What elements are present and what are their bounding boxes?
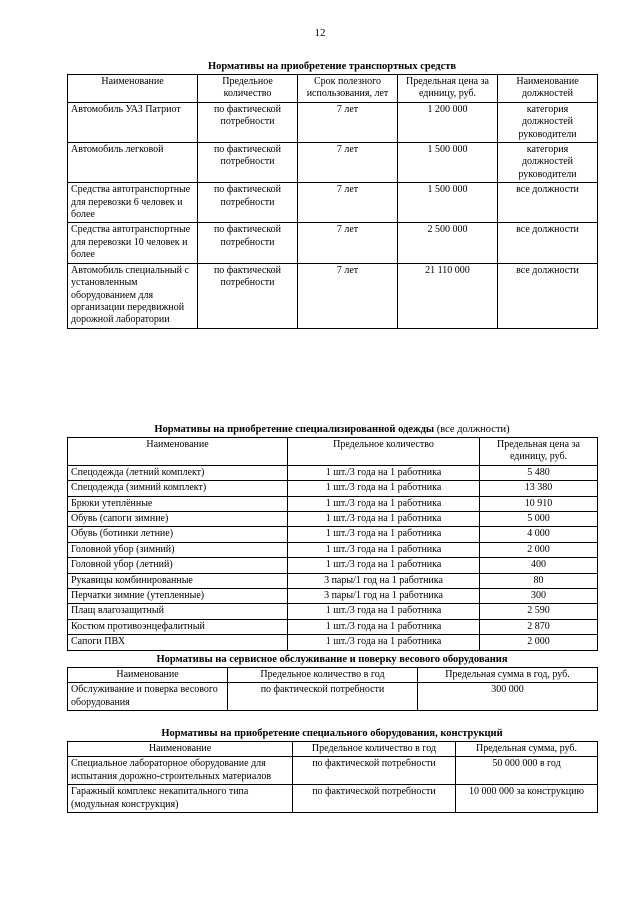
transport-table xyxy=(67,74,598,329)
table-cell: Костюм противоэнцефалитный xyxy=(68,619,288,634)
equipment-title: Нормативы на приобретение специального оборудования, конструкций xyxy=(161,728,503,739)
table-row xyxy=(68,183,598,223)
equipment-section xyxy=(67,727,597,813)
column-header: Наименование xyxy=(68,668,228,683)
table-cell: Спецодежда (летний комплект) xyxy=(68,465,288,480)
table-cell: Обслуживание и поверка весового оборудования xyxy=(68,683,228,711)
page-number: 12 xyxy=(314,27,326,39)
table-cell: 2 000 xyxy=(480,542,598,557)
table-row xyxy=(68,558,598,573)
table-row xyxy=(68,542,598,557)
transport-title: Нормативы на приобретение транспортных средств xyxy=(207,61,457,72)
table-header-row xyxy=(68,438,598,466)
table-cell: по фактической потребности xyxy=(228,683,418,711)
table-cell: 2 500 000 xyxy=(398,223,498,263)
clothing-table xyxy=(67,437,598,651)
table-cell: все должности xyxy=(498,263,598,328)
table-row xyxy=(68,604,598,619)
table-cell: Обувь (сапоги зимние) xyxy=(68,512,288,527)
table-row xyxy=(68,683,598,711)
table-cell: Средства автотранспортные для перевозки 6 человек и более xyxy=(68,183,198,223)
table-cell: 3 пары/1 год на 1 работника xyxy=(288,573,480,588)
table-row xyxy=(68,635,598,650)
table-cell: 10 910 xyxy=(480,496,598,511)
table-cell: 1 шт./3 года на 1 работника xyxy=(288,496,480,511)
column-header: Наименование должностей xyxy=(498,75,598,103)
table-cell: по фактической потребности xyxy=(198,183,298,223)
column-header: Предельная сумма в год, руб. xyxy=(418,668,598,683)
table-cell: 7 лет xyxy=(298,223,398,263)
column-header: Срок полезного использования, лет xyxy=(298,75,398,103)
table-cell: Гаражный комплекс некапитального типа (модульная конструкция) xyxy=(68,785,293,813)
table-cell: 4 000 xyxy=(480,527,598,542)
table-cell: 80 xyxy=(480,573,598,588)
clothing-title-bold: Нормативы на приобретение специализированной одежды xyxy=(154,424,435,435)
table-cell: 2 870 xyxy=(480,619,598,634)
table-row xyxy=(68,573,598,588)
table-cell: 50 000 000 в год xyxy=(456,757,598,785)
table-cell: 1 шт./3 года на 1 работника xyxy=(288,604,480,619)
table-cell: 1 шт./3 года на 1 работника xyxy=(288,542,480,557)
table-cell: все должности xyxy=(498,223,598,263)
service-section xyxy=(67,653,597,711)
table-cell: 300 000 xyxy=(418,683,598,711)
equipment-table xyxy=(67,741,598,813)
table-cell: Брюки утеплённые xyxy=(68,496,288,511)
table-cell: 10 000 000 за конструкцию xyxy=(456,785,598,813)
table-cell: 300 xyxy=(480,589,598,604)
table-cell: Рукавицы комбинированные xyxy=(68,573,288,588)
table-cell: 7 лет xyxy=(298,263,398,328)
table-header-row xyxy=(68,75,598,103)
table-cell: 5 000 xyxy=(480,512,598,527)
clothing-title xyxy=(67,423,597,436)
column-header: Наименование xyxy=(68,742,293,757)
table-cell: Спецодежда (зимний комплект) xyxy=(68,481,288,496)
table-cell: по фактической потребности xyxy=(293,757,456,785)
table-cell: 7 лет xyxy=(298,143,398,183)
table-cell: по фактической потребности xyxy=(198,263,298,328)
table-cell: Обувь (ботинки летние) xyxy=(68,527,288,542)
table-cell: 400 xyxy=(480,558,598,573)
column-header: Предельное количество xyxy=(288,438,480,466)
table-cell: 1 шт./3 года на 1 работника xyxy=(288,481,480,496)
table-cell: 5 480 xyxy=(480,465,598,480)
table-cell: Автомобиль специальный с установленным оборудованием для организации передвижной дорожной лаборатории xyxy=(68,263,198,328)
column-header: Предельная цена за единицу, руб. xyxy=(398,75,498,103)
table-cell: по фактической потребности xyxy=(198,143,298,183)
table-cell: по фактической потребности xyxy=(198,102,298,142)
table-cell: 2 590 xyxy=(480,604,598,619)
table-row xyxy=(68,589,598,604)
table-cell: Автомобиль УАЗ Патриот xyxy=(68,102,198,142)
table-cell: 1 500 000 xyxy=(398,183,498,223)
table-cell: по фактической потребности xyxy=(198,223,298,263)
table-row xyxy=(68,527,598,542)
table-cell: 7 лет xyxy=(298,102,398,142)
table-cell: Средства автотранспортные для перевозки 10 человек и более xyxy=(68,223,198,263)
table-cell: Автомобиль легковой xyxy=(68,143,198,183)
table-cell: 1 шт./3 года на 1 работника xyxy=(288,465,480,480)
clothing-title-note: (все должности) xyxy=(434,424,510,435)
table-row xyxy=(68,785,598,813)
column-header: Предельное количество xyxy=(198,75,298,103)
table-row xyxy=(68,757,598,785)
table-row xyxy=(68,619,598,634)
table-cell: 21 110 000 xyxy=(398,263,498,328)
table-cell: 1 500 000 xyxy=(398,143,498,183)
table-cell: по фактической потребности xyxy=(293,785,456,813)
table-row xyxy=(68,263,598,328)
column-header: Предельная цена за единицу, руб. xyxy=(480,438,598,466)
table-cell: 1 шт./3 года на 1 работника xyxy=(288,527,480,542)
table-cell: 7 лет xyxy=(298,183,398,223)
table-cell: 2 000 xyxy=(480,635,598,650)
table-cell: Сапоги ПВХ xyxy=(68,635,288,650)
table-cell: 1 шт./3 года на 1 работника xyxy=(288,619,480,634)
table-row xyxy=(68,102,598,142)
table-cell: Головной убор (зимний) xyxy=(68,542,288,557)
table-cell: Плащ влагозащитный xyxy=(68,604,288,619)
table-cell: Головной убор (летний) xyxy=(68,558,288,573)
transport-section xyxy=(67,60,597,329)
column-header: Предельная сумма, руб. xyxy=(456,742,598,757)
clothing-section xyxy=(67,423,597,651)
service-title: Нормативы на сервисное обслуживание и поверку весового оборудования xyxy=(156,654,508,665)
table-row xyxy=(68,496,598,511)
table-cell: 1 200 000 xyxy=(398,102,498,142)
table-cell: 1 шт./3 года на 1 работника xyxy=(288,512,480,527)
column-header: Наименование xyxy=(68,438,288,466)
table-cell: 3 пары/1 год на 1 работника xyxy=(288,589,480,604)
table-row xyxy=(68,223,598,263)
table-cell: 1 шт./3 года на 1 работника xyxy=(288,635,480,650)
table-cell: 13 380 xyxy=(480,481,598,496)
table-row xyxy=(68,512,598,527)
column-header: Предельное количество в год xyxy=(293,742,456,757)
table-header-row xyxy=(68,742,598,757)
column-header: Предельное количество в год xyxy=(228,668,418,683)
table-cell: все должности xyxy=(498,183,598,223)
table-cell: 1 шт./3 года на 1 работника xyxy=(288,558,480,573)
table-cell: категория должностей руководители xyxy=(498,143,598,183)
table-row xyxy=(68,465,598,480)
column-header: Наименование xyxy=(68,75,198,103)
table-row xyxy=(68,143,598,183)
table-header-row xyxy=(68,668,598,683)
table-cell: категория должностей руководители xyxy=(498,102,598,142)
table-row xyxy=(68,481,598,496)
table-cell: Перчатки зимние (утепленные) xyxy=(68,589,288,604)
table-cell: Специальное лабораторное оборудование для испытания дорожно-строительных материалов xyxy=(68,757,293,785)
service-table xyxy=(67,667,598,711)
